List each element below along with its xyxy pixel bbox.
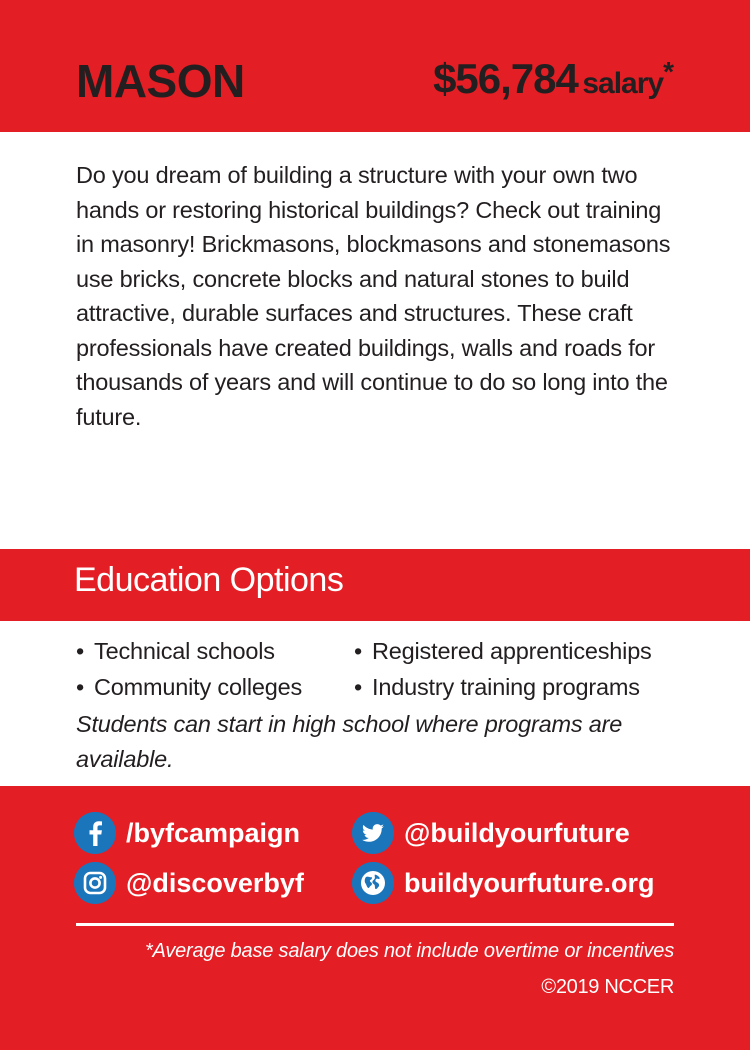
globe-icon bbox=[352, 862, 394, 904]
facebook-link[interactable] bbox=[74, 812, 300, 854]
education-option: • Technical schools bbox=[76, 633, 302, 669]
instagram-icon bbox=[74, 862, 116, 904]
website-url: buildyourfuture.org bbox=[404, 867, 655, 898]
job-title: MASON bbox=[76, 55, 245, 107]
education-options-left bbox=[76, 633, 302, 705]
footer-divider bbox=[76, 923, 674, 926]
job-description: Do you dream of building a structure with your own two hands or restoring historical buildings? Check out training in masonry! Brickmasons, blockmasons and stonemasons use bricks, concrete blocks and natural stones to build attractive, durable surfaces and structures. These craft professionals have created buildings, walls and roads for thousands of years and will continue to do so long into the future. bbox=[76, 162, 671, 430]
website-link[interactable] bbox=[352, 862, 654, 904]
education-option: • Community colleges bbox=[76, 669, 302, 705]
salary-suffix: salary bbox=[582, 67, 664, 100]
education-option: • Registered apprenticeships bbox=[354, 633, 652, 669]
education-option: • Industry training programs bbox=[354, 669, 652, 705]
salary-footnote: *Average base salary does not include overtime or incentives bbox=[144, 940, 674, 962]
students-note: Students can start in high school where programs are available. bbox=[76, 711, 623, 772]
twitter-link[interactable] bbox=[352, 812, 630, 854]
instagram-handle: @discoverbyf bbox=[126, 867, 304, 898]
instagram-link[interactable] bbox=[74, 862, 304, 904]
twitter-icon bbox=[352, 812, 394, 854]
copyright: ©2019 NCCER bbox=[541, 976, 674, 998]
salary-footnote-mark: * bbox=[663, 56, 674, 87]
facebook-icon bbox=[74, 812, 116, 854]
salary bbox=[433, 55, 674, 102]
twitter-handle: @buildyourfuture bbox=[404, 817, 630, 848]
education-options-right bbox=[354, 633, 652, 705]
facebook-handle: /byfcampaign bbox=[126, 817, 301, 848]
salary-amount: $56,784 bbox=[433, 55, 578, 102]
education-title: Education Options bbox=[74, 561, 344, 599]
